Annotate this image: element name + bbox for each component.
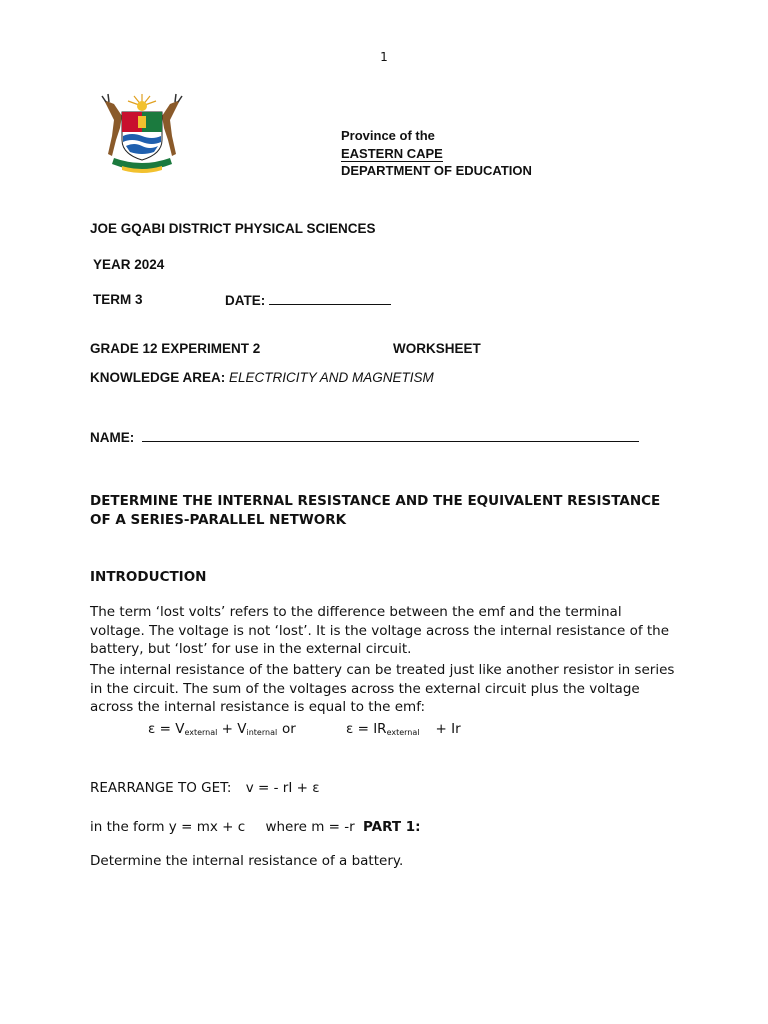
district-subject: JOE GQABI DISTRICT PHYSICAL SCIENCES — [90, 221, 376, 236]
form-line-where: where m = -r — [265, 819, 355, 835]
year-label: YEAR 2024 — [93, 257, 165, 272]
knowledge-area-label: KNOWLEDGE AREA: — [90, 370, 226, 385]
intro-paragraph-2: The internal resistance of the battery can be treated just like another resistor in series in the circuit. The sum of the voltages across the external circuit plus the voltage across the internal resistance is equal to the emf: — [90, 662, 675, 715]
term-label: TERM 3 — [93, 292, 143, 307]
equation-or: or — [282, 721, 296, 737]
form-line-prefix: in the form y = mx + c — [90, 819, 246, 835]
emf-equation-1 — [148, 721, 277, 737]
worksheet-title: DETERMINE THE INTERNAL RESISTANCE AND THE EQUIVALENT RESISTANCE OF A SERIES-PARALLEL NETWORK — [90, 493, 661, 528]
introduction-heading: INTRODUCTION — [90, 569, 207, 585]
equation-1-sub-external: external — [184, 728, 218, 737]
date-label: DATE: — [225, 293, 266, 308]
page-number: 1 — [380, 50, 388, 64]
name-label: NAME: — [90, 430, 135, 445]
province-line: Province of the — [341, 128, 435, 143]
name-blank — [142, 429, 639, 442]
part-1-label: PART 1: — [362, 819, 421, 835]
coat-of-arms-logo — [92, 92, 192, 176]
equation-2-lhs: ε = IR — [346, 721, 387, 737]
rearrange-label: REARRANGE TO GET: — [90, 780, 232, 796]
date-blank — [269, 292, 391, 305]
equation-1-mid: + V — [217, 721, 247, 737]
emf-equation-2 — [346, 721, 461, 737]
rearrange-formula: v = - rI + ε — [245, 780, 320, 796]
knowledge-area — [90, 370, 434, 385]
date-field — [225, 292, 391, 308]
department-name: DEPARTMENT OF EDUCATION — [341, 163, 532, 178]
experiment-label: GRADE 12 EXPERIMENT 2 — [90, 341, 261, 356]
rearrange-line — [90, 780, 320, 796]
province-name: EASTERN CAPE — [341, 146, 443, 161]
worksheet-label: WORKSHEET — [393, 341, 481, 356]
equation-2-sub-external: external — [386, 728, 420, 737]
form-line — [90, 819, 421, 835]
intro-paragraph-1: The term ‘lost volts’ refers to the difference between the emf and the terminal voltage. The voltage is not ‘lost’. It is the voltage across the internal resistance of the battery, but ‘lost’ for use in the external circuit. — [90, 604, 670, 657]
task-statement: Determine the internal resistance of a battery. — [90, 853, 404, 869]
knowledge-area-value: ELECTRICITY AND MAGNETISM — [229, 370, 434, 385]
name-field — [90, 429, 639, 445]
equation-1-lhs: ε = V — [148, 721, 185, 737]
equation-1-sub-internal: internal — [246, 728, 278, 737]
equation-2-tail: + Ir — [435, 721, 461, 737]
